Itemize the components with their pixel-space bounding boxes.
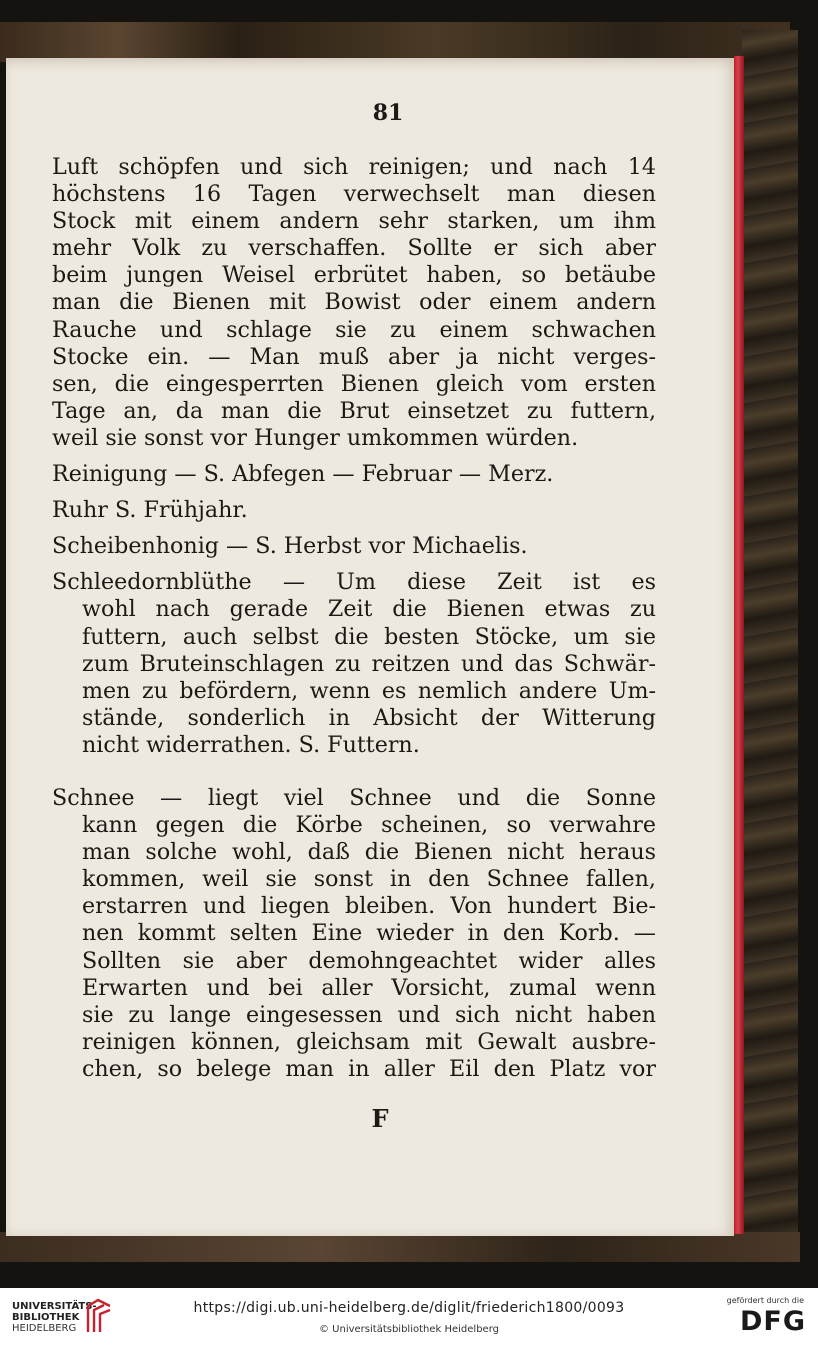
- text-line: men zu befördern, wenn es nemlich andere Um-: [82, 677, 656, 704]
- text-line: kommen, weil sie sonst in den Schnee fallen,: [82, 866, 656, 893]
- text-line: zum Bruteinschlagen zu reitzen und das Schwär-: [82, 650, 656, 677]
- text-line: mehr Volk zu verschaffen. Sollte er sich aber: [52, 235, 656, 262]
- red-page-edge: [734, 56, 744, 1234]
- text-line: Schleedornblüthe — Um diese Zeit ist es: [52, 569, 656, 596]
- text-line: Stocke ein. — Man muß aber ja nicht verges-: [52, 343, 656, 370]
- book-cover-bottom: [0, 1232, 800, 1262]
- text-line: Sollten sie aber demohngeachtet wider alles: [82, 947, 656, 974]
- text-line: kann gegen die Körbe scheinen, so verwahre: [82, 812, 656, 839]
- text-line: höchstens 16 Tagen verwechselt man diesen: [52, 181, 656, 208]
- book-page: [6, 58, 734, 1236]
- text-line: reinigen können, gleichsam mit Gewalt ausbre-: [82, 1028, 656, 1055]
- text-line: man die Bienen mit Bowist oder einem andern: [52, 289, 656, 316]
- text-line: nen kommt selten Eine wieder in den Korb. —: [82, 920, 656, 947]
- text-line: Erwarten und bei aller Vorsicht, zumal wenn: [82, 974, 656, 1001]
- entry-schleedornbluethe: [52, 569, 656, 759]
- text-line: sen, die eingesperrten Bienen gleich vom ersten: [52, 370, 656, 397]
- text-line: man solche wohl, daß die Bienen nicht heraus: [82, 839, 656, 866]
- text-line: chen, so belege man in aller Eil den Platz vor: [82, 1055, 656, 1082]
- text-line: sie zu lange eingesessen und sich nicht haben: [82, 1001, 656, 1028]
- entry-schnee: [52, 785, 656, 1083]
- copyright-notice: © Universitätsbibliothek Heidelberg: [318, 1324, 499, 1335]
- text-line: futtern, auch selbst die besten Stöcke, um sie: [82, 623, 656, 650]
- text-line: Schnee — liegt viel Schnee und die Sonne: [52, 784, 656, 811]
- text-line: wohl nach gerade Zeit die Bienen etwas zu: [82, 596, 656, 623]
- footer-bar: [0, 1288, 818, 1346]
- logo-line: UNIVERSITÄTS-: [12, 1301, 97, 1312]
- text-line: nicht widerrathen. S. Futtern.: [82, 731, 420, 758]
- entry-heading: Ruhr S. Frühjahr.: [52, 497, 248, 524]
- entry-scheibenhonig: [52, 533, 656, 560]
- logo-line: HEIDELBERG: [12, 1323, 77, 1334]
- signature-mark: F: [371, 1104, 389, 1133]
- text-line: Rauche und schlage sie zu einem schwachen: [52, 316, 656, 343]
- entry-heading: Reinigung — S. Abfegen — Februar — Merz.: [52, 461, 554, 488]
- paragraph-luft: [52, 154, 656, 452]
- text-line: erstarren und liegen bleiben. Von hundert Bie-: [82, 893, 656, 920]
- text-line: Luft schöpfen und sich reinigen; und nach 14: [52, 154, 656, 180]
- page-text: [52, 154, 656, 1083]
- text-line: Stock mit einem andern sehr starken, um ihm: [52, 208, 656, 235]
- funding-label: gefördert durch die: [726, 1296, 804, 1305]
- text-line: stände, sonderlich in Absicht der Witterung: [82, 704, 656, 731]
- entry-heading: Scheibenhonig — S. Herbst vor Michaelis.: [52, 533, 528, 560]
- page-number: 81: [372, 100, 404, 126]
- logo-line: BIBLIOTHEK: [12, 1312, 80, 1323]
- book-cover-right: [742, 30, 798, 1260]
- entry-ruhr: [52, 497, 656, 524]
- entry-reinigung: [52, 461, 656, 488]
- text-line: Tage an, da man die Brut einsetzet zu futtern,: [52, 397, 656, 424]
- text-line: beim jungen Weisel erbrütet haben, so betäube: [52, 262, 656, 289]
- dfg-logo[interactable]: DFG: [739, 1306, 806, 1337]
- text-line: weil sie sonst vor Hunger umkommen würden.: [52, 424, 579, 451]
- book-cover-top: [0, 22, 790, 62]
- permalink-url[interactable]: https://digi.ub.uni-heidelberg.de/diglit/friederich1800/0093: [193, 1300, 625, 1316]
